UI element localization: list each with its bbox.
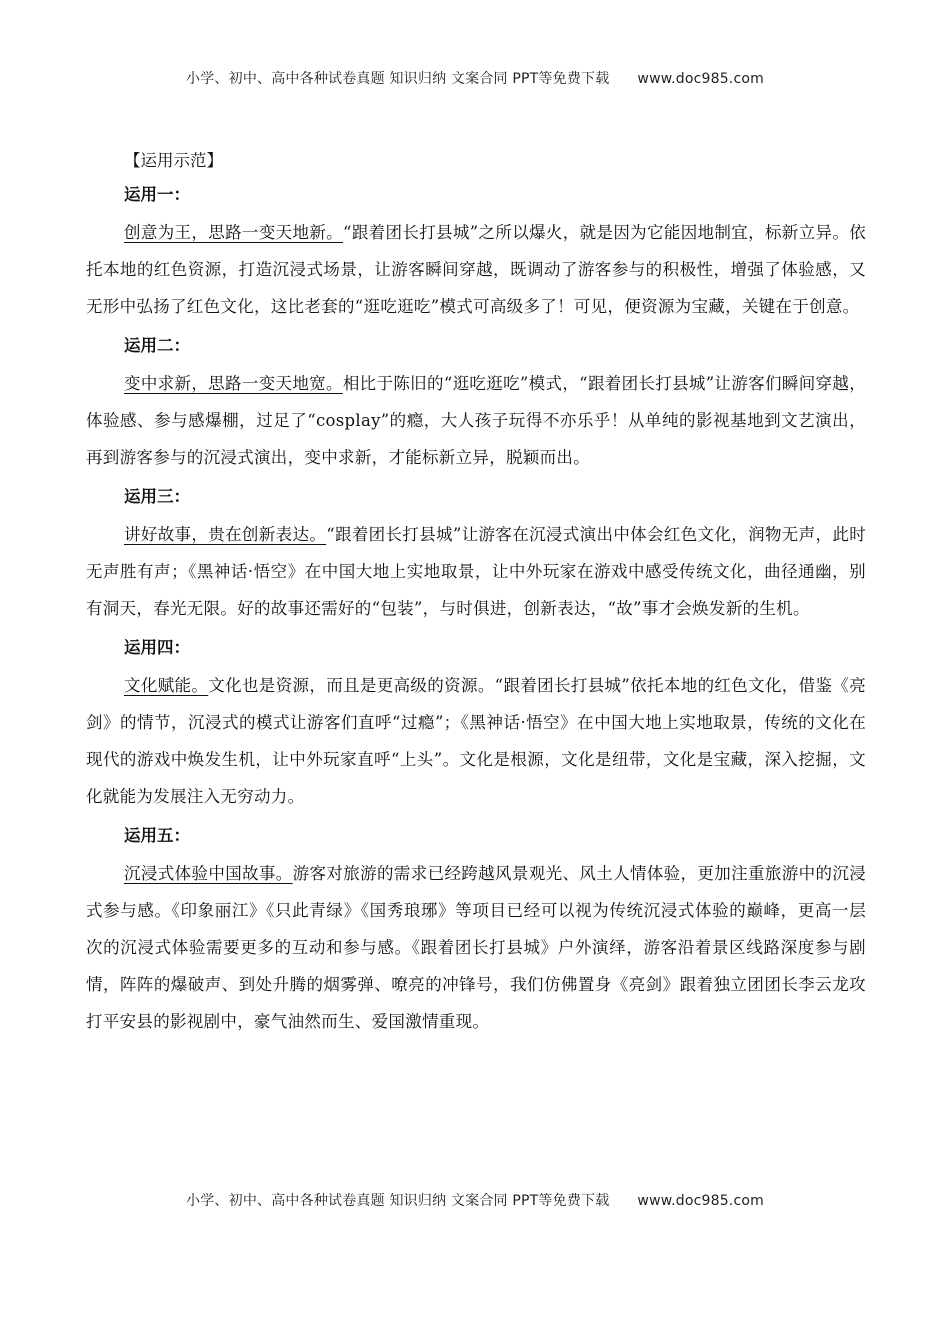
page-footer	[0, 1190, 950, 1210]
header-site-link[interactable]: www.doc985.com	[637, 71, 764, 87]
example-lead: 讲好故事，贵在创新表达。	[124, 525, 327, 544]
example-4	[86, 633, 866, 815]
section-title: 【运用示范】	[124, 151, 223, 170]
page-header	[0, 68, 950, 88]
footer-site-link[interactable]: www.doc985.com	[637, 1193, 764, 1209]
example-lead: 创意为王，思路一变天地新。	[124, 223, 344, 242]
example-body: 文化也是资源，而且是更高级的资源。“跟着团长打县城”依托本地的红色文化，借鉴《亮剑》的情节，沉浸式的模式让游客们直呼“过瘾”；《黑神话·悟空》在中国大地上实地取景，传统的文化在现代的游戏中焕发生机，让中外玩家直呼“上头”。文化是根源，文化是纽带，文化是宝藏，深入挖掘，文化就能为发展注入无穷动力。	[86, 676, 867, 806]
example-lead: 变中求新，思路一变天地宽。	[124, 374, 343, 393]
example-heading: 运用二：	[124, 336, 190, 355]
footer-text: 小学、初中、高中各种试卷真题 知识归纳 文案合同 PPT等免费下载	[186, 1193, 610, 1209]
document-body	[86, 146, 866, 1046]
example-body: “跟着团长打县城”让游客在沉浸式演出中体会红色文化，润物无声，此时无声胜有声；《黑神话·悟空》在中国大地上实地取景，让中外玩家在游戏中感受传统文化，曲径通幽，别有洞天，春光无限。好的故事还需好的“包装”，与时俱进，创新表达，“故”事才会焕发新的生机。	[86, 525, 866, 618]
example-paragraph	[86, 365, 866, 476]
example-paragraph	[86, 855, 866, 1040]
example-heading: 运用五：	[124, 826, 190, 845]
example-5	[86, 821, 866, 1040]
example-paragraph	[86, 516, 866, 627]
example-1	[86, 180, 866, 325]
example-2	[86, 331, 866, 476]
example-heading: 运用四：	[124, 638, 190, 657]
example-body: “跟着团长打县城”之所以爆火，就是因为它能因地制宜，标新立异。依托本地的红色资源，打造沉浸式场景，让游客瞬间穿越，既调动了游客参与的积极性，增强了体验感，又无形中弘扬了红色文化，这比老套的“逛吃逛吃”模式可高级多了！可见，便资源为宝藏，关键在于创意。	[86, 223, 866, 316]
example-paragraph	[86, 214, 866, 325]
example-heading: 运用三：	[124, 487, 190, 506]
example-paragraph	[86, 667, 866, 815]
header-text: 小学、初中、高中各种试卷真题 知识归纳 文案合同 PPT等免费下载	[186, 71, 610, 87]
example-lead: 沉浸式体验中国故事。	[124, 864, 293, 883]
example-lead: 文化赋能。	[124, 676, 209, 695]
example-3	[86, 482, 866, 627]
example-body: 游客对旅游的需求已经跨越风景观光、风土人情体验，更加注重旅游中的沉浸式参与感。《印象丽江》《只此青绿》《国秀琅琊》等项目已经可以视为传统沉浸式体验的巅峰，更高一层次的沉浸式体验需要更多的互动和参与感。《跟着团长打县城》户外演绎，游客沿着景区线路深度参与剧情，阵阵的爆破声、到处升腾的烟雾弹、嘹亮的冲锋号，我们仿佛置身《亮剑》跟着独立团团长李云龙攻打平安县的影视剧中，豪气油然而生、爱国激情重现。	[86, 864, 867, 1031]
example-heading: 运用一：	[124, 185, 190, 204]
example-body: 相比于陈旧的“逛吃逛吃”模式，“跟着团长打县城”让游客们瞬间穿越，体验感、参与感爆棚，过足了“cosplay”的瘾，大人孩子玩得不亦乐乎！从单纯的影视基地到文艺演出，再到游客参与的沉浸式演出，变中求新，才能标新立异，脱颖而出。	[86, 374, 866, 467]
